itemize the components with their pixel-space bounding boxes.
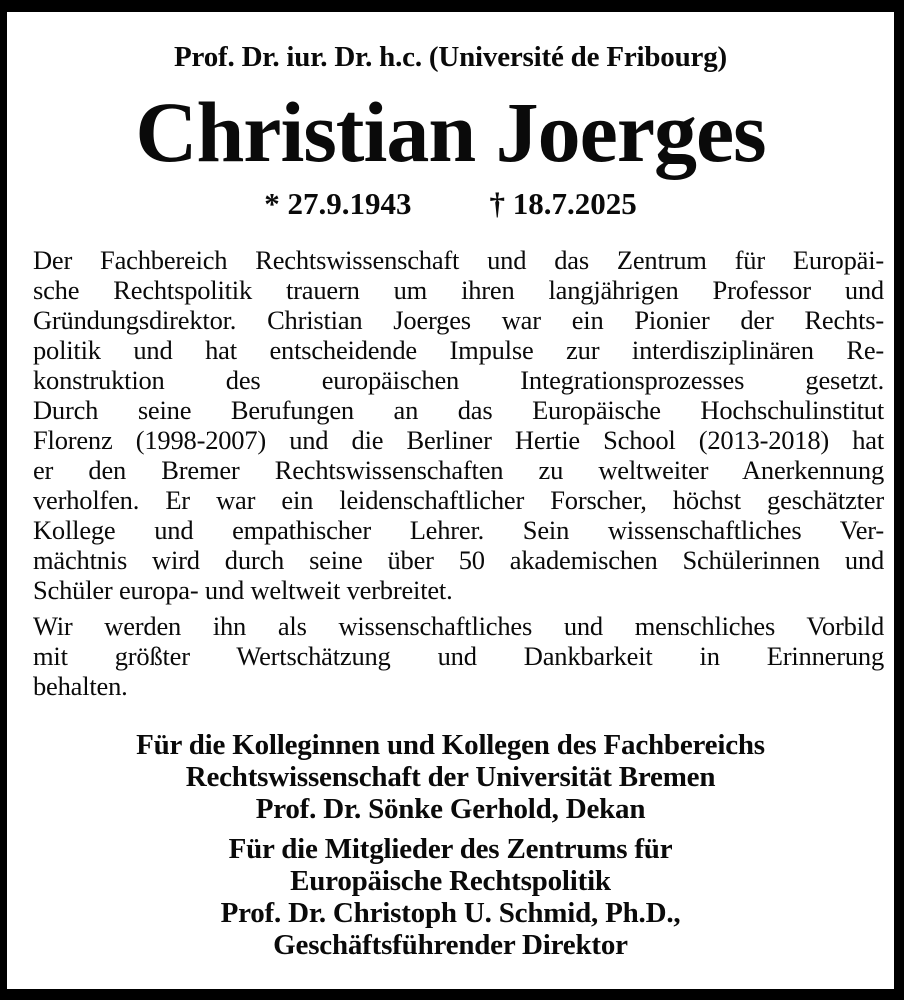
signature-line: Für die Mitglieder des Zentrums für bbox=[228, 833, 673, 865]
academic-pretitle: Prof. Dr. iur. Dr. h.c. (Université de Fribourg) bbox=[174, 41, 727, 73]
body-line: Durch seine Berufungen an das Europäische Hochschulinstitut bbox=[33, 395, 884, 425]
body-line: Der Fachbereich Rechtswissenschaft und das Zentrum für Europäi- bbox=[33, 245, 884, 275]
signature-line: Rechtswissenschaft der Universität Bremen bbox=[185, 761, 716, 793]
body-line: politik und hat entscheidende Impulse zur interdisziplinären Re- bbox=[33, 335, 884, 365]
obituary-body bbox=[7, 245, 894, 701]
body-line: sche Rechtspolitik trauern um ihren langjährigen Professor und bbox=[33, 275, 884, 305]
deceased-name: Christian Joerges bbox=[135, 84, 766, 180]
signature-line: Prof. Dr. Sönke Gerhold, Dekan bbox=[255, 793, 646, 825]
signature-line: Europäische Rechtspolitik bbox=[290, 865, 611, 897]
signature-section bbox=[7, 729, 894, 961]
body-paragraph bbox=[33, 245, 884, 605]
body-line: Gründungsdirektor. Christian Joerges war ein Pionier der Rechts- bbox=[33, 305, 884, 335]
body-line: mächtnis wird durch seine über 50 akademischen Schülerinnen und bbox=[33, 545, 884, 575]
birth-date: * 27.9.1943 bbox=[264, 186, 412, 221]
body-line: konstruktion des europäischen Integrationsprozesses gesetzt. bbox=[33, 365, 884, 395]
body-line: er den Bremer Rechtswissenschaften zu weltweiter Anerkennung bbox=[33, 455, 884, 485]
body-line: behalten. bbox=[33, 671, 128, 701]
signature-line: Für die Kolleginnen und Kollegen des Fachbereichs bbox=[136, 729, 765, 761]
life-dates bbox=[7, 187, 894, 221]
death-date: † 18.7.2025 bbox=[489, 186, 637, 221]
signature-line: Prof. Dr. Christoph U. Schmid, Ph.D., bbox=[220, 897, 681, 929]
body-line: Florenz (1998-2007) und die Berliner Hertie School (2013-2018) hat bbox=[33, 425, 884, 455]
body-line: Schüler europa- und weltweit verbreitet. bbox=[33, 575, 453, 605]
body-line: verholfen. Er war ein leidenschaftlicher Forscher, höchst geschätzter bbox=[33, 485, 884, 515]
signature-block bbox=[7, 833, 894, 961]
body-line: mit größter Wertschätzung und Dankbarkeit in Erinnerung bbox=[33, 641, 884, 671]
body-line: Wir werden ihn als wissenschaftliches und menschliches Vorbild bbox=[33, 611, 884, 641]
signature-block bbox=[7, 729, 894, 825]
body-line: Kollege und empathischer Lehrer. Sein wissenschaftliches Ver- bbox=[33, 515, 884, 545]
obituary-notice bbox=[7, 12, 894, 989]
signature-line: Geschäftsführender Direktor bbox=[273, 929, 628, 961]
body-paragraph bbox=[33, 611, 884, 701]
